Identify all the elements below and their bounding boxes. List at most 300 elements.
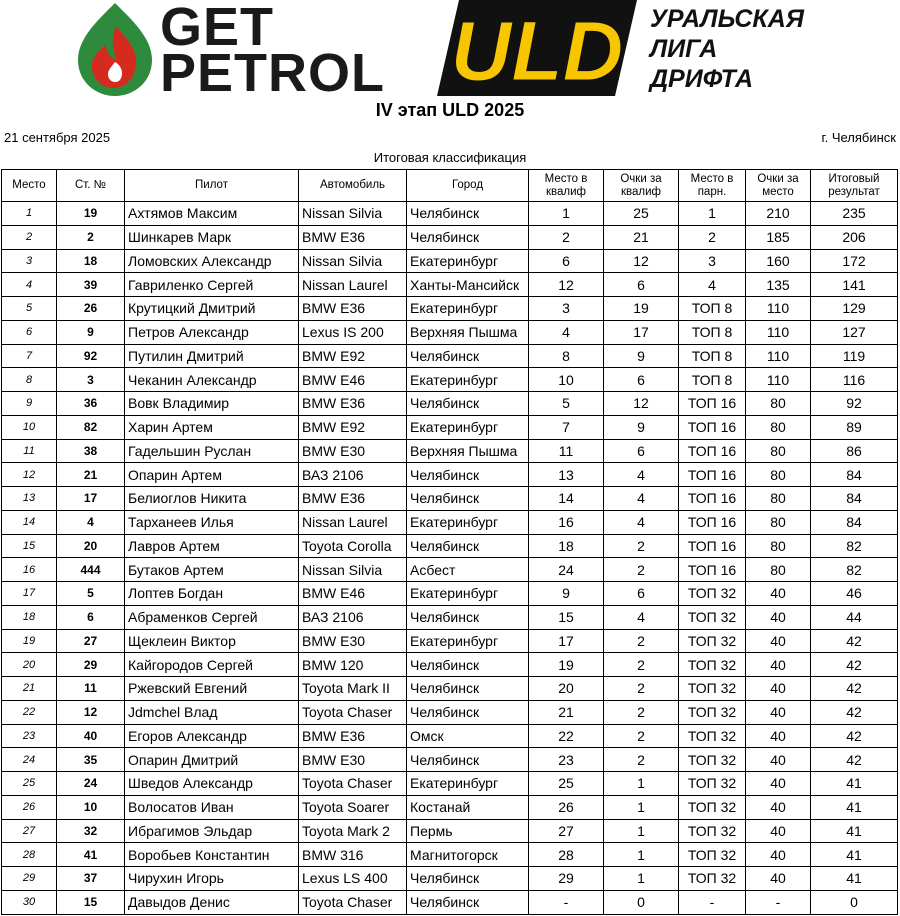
cell-place: 30 bbox=[2, 890, 57, 914]
cell-qual-points: 12 bbox=[604, 249, 679, 273]
cell-pair-place: - bbox=[679, 890, 746, 914]
cell-pair-place: ТОП 32 bbox=[679, 867, 746, 891]
cell-place-points: 80 bbox=[746, 463, 811, 487]
cell-start-number: 37 bbox=[57, 867, 125, 891]
cell-pilot: Гадельшин Руслан bbox=[125, 439, 299, 463]
cell-pilot: Опарин Дмитрий bbox=[125, 748, 299, 772]
cell-pair-place: ТОП 16 bbox=[679, 439, 746, 463]
cell-place: 9 bbox=[2, 392, 57, 416]
cell-start-number: 39 bbox=[57, 273, 125, 297]
col-header-start-number: Ст. № bbox=[57, 170, 125, 202]
cell-total: 42 bbox=[811, 700, 898, 724]
cell-city: Екатеринбург bbox=[407, 297, 529, 321]
cell-place: 28 bbox=[2, 843, 57, 867]
cell-city: Челябинск bbox=[407, 867, 529, 891]
cell-pilot: Волосатов Иван bbox=[125, 795, 299, 819]
cell-qual-points: 1 bbox=[604, 843, 679, 867]
cell-car: Nissan Silvia bbox=[299, 558, 407, 582]
cell-start-number: 26 bbox=[57, 297, 125, 321]
cell-pilot: Петров Александр bbox=[125, 320, 299, 344]
classification-subtitle: Итоговая классификация bbox=[373, 150, 527, 165]
table-row bbox=[2, 629, 898, 653]
cell-car: Nissan Laurel bbox=[299, 273, 407, 297]
cell-car: BMW E92 bbox=[299, 344, 407, 368]
table-row bbox=[2, 558, 898, 582]
cell-place-points: 110 bbox=[746, 320, 811, 344]
cell-pair-place: ТОП 32 bbox=[679, 795, 746, 819]
cell-pilot: Шведов Александр bbox=[125, 772, 299, 796]
cell-total: 82 bbox=[811, 534, 898, 558]
table-row bbox=[2, 297, 898, 321]
cell-city: Челябинск bbox=[407, 463, 529, 487]
cell-pilot: Лавров Артем bbox=[125, 534, 299, 558]
col-header-qual-points: Очки за квалиф bbox=[604, 170, 679, 202]
cell-place-points: 40 bbox=[746, 605, 811, 629]
cell-qual-points: 17 bbox=[604, 320, 679, 344]
cell-qual-points: 12 bbox=[604, 392, 679, 416]
cell-pair-place: ТОП 32 bbox=[679, 629, 746, 653]
cell-start-number: 38 bbox=[57, 439, 125, 463]
results-table bbox=[1, 169, 898, 915]
cell-qual-place: 20 bbox=[529, 677, 604, 701]
cell-start-number: 3 bbox=[57, 368, 125, 392]
cell-qual-place: 27 bbox=[529, 819, 604, 843]
cell-qual-points: 1 bbox=[604, 772, 679, 796]
cell-qual-place: 13 bbox=[529, 463, 604, 487]
cell-qual-place: 17 bbox=[529, 629, 604, 653]
cell-start-number: 6 bbox=[57, 605, 125, 629]
cell-start-number: 36 bbox=[57, 392, 125, 416]
cell-qual-points: 0 bbox=[604, 890, 679, 914]
cell-qual-points: 2 bbox=[604, 629, 679, 653]
uld-line-3: ДРИФТА bbox=[650, 65, 754, 93]
cell-car: Toyota Mark II bbox=[299, 677, 407, 701]
cell-city: Екатеринбург bbox=[407, 582, 529, 606]
cell-total: 89 bbox=[811, 415, 898, 439]
cell-pilot: Ибрагимов Эльдар bbox=[125, 819, 299, 843]
cell-place: 4 bbox=[2, 273, 57, 297]
cell-start-number: 18 bbox=[57, 249, 125, 273]
event-city: г. Челябинск bbox=[821, 130, 896, 145]
cell-place-points: 210 bbox=[746, 202, 811, 226]
cell-total: 42 bbox=[811, 629, 898, 653]
cell-car: Toyota Soarer bbox=[299, 795, 407, 819]
cell-start-number: 24 bbox=[57, 772, 125, 796]
cell-city: Ханты-Мансийск bbox=[407, 273, 529, 297]
logo-word-get: GET bbox=[160, 0, 275, 57]
cell-place-points: 40 bbox=[746, 724, 811, 748]
cell-pilot: Гавриленко Сергей bbox=[125, 273, 299, 297]
cell-total: 172 bbox=[811, 249, 898, 273]
cell-city: Челябинск bbox=[407, 202, 529, 226]
col-header-car: Автомобиль bbox=[299, 170, 407, 202]
cell-place: 19 bbox=[2, 629, 57, 653]
cell-start-number: 27 bbox=[57, 629, 125, 653]
cell-place-points: 80 bbox=[746, 415, 811, 439]
cell-city: Екатеринбург bbox=[407, 368, 529, 392]
cell-place-points: 110 bbox=[746, 368, 811, 392]
cell-start-number: 20 bbox=[57, 534, 125, 558]
cell-car: Toyota Chaser bbox=[299, 890, 407, 914]
get-petrol-logo bbox=[70, 0, 386, 103]
cell-pair-place: ТОП 16 bbox=[679, 510, 746, 534]
cell-total: 41 bbox=[811, 819, 898, 843]
cell-place-points: 40 bbox=[746, 819, 811, 843]
cell-qual-place: 8 bbox=[529, 344, 604, 368]
cell-qual-points: 1 bbox=[604, 795, 679, 819]
cell-qual-points: 2 bbox=[604, 558, 679, 582]
cell-pair-place: ТОП 32 bbox=[679, 700, 746, 724]
logo-word-petrol: PETROL bbox=[160, 43, 386, 103]
cell-qual-points: 2 bbox=[604, 534, 679, 558]
cell-car: BMW E30 bbox=[299, 748, 407, 772]
cell-start-number: 10 bbox=[57, 795, 125, 819]
cell-car: BMW E36 bbox=[299, 487, 407, 511]
cell-car: ВАЗ 2106 bbox=[299, 605, 407, 629]
cell-city: Челябинск bbox=[407, 225, 529, 249]
cell-pilot: Давыдов Денис bbox=[125, 890, 299, 914]
cell-pair-place: ТОП 8 bbox=[679, 344, 746, 368]
cell-pair-place: ТОП 16 bbox=[679, 463, 746, 487]
table-row bbox=[2, 415, 898, 439]
cell-pilot: Абраменков Сергей bbox=[125, 605, 299, 629]
cell-place-points: 40 bbox=[746, 629, 811, 653]
cell-place: 26 bbox=[2, 795, 57, 819]
cell-total: 116 bbox=[811, 368, 898, 392]
cell-pair-place: ТОП 8 bbox=[679, 320, 746, 344]
cell-car: BMW E92 bbox=[299, 415, 407, 439]
cell-place-points: 160 bbox=[746, 249, 811, 273]
col-header-place-points: Очки за место bbox=[746, 170, 811, 202]
cell-qual-points: 9 bbox=[604, 415, 679, 439]
cell-total: 141 bbox=[811, 273, 898, 297]
cell-place: 18 bbox=[2, 605, 57, 629]
cell-city: Челябинск bbox=[407, 534, 529, 558]
cell-qual-place: 24 bbox=[529, 558, 604, 582]
cell-qual-place: 1 bbox=[529, 202, 604, 226]
cell-place: 13 bbox=[2, 487, 57, 511]
cell-car: BMW 316 bbox=[299, 843, 407, 867]
table-row bbox=[2, 202, 898, 226]
cell-place-points: 40 bbox=[746, 677, 811, 701]
cell-place: 22 bbox=[2, 700, 57, 724]
cell-city: Костанай bbox=[407, 795, 529, 819]
cell-place-points: 40 bbox=[746, 772, 811, 796]
cell-total: 129 bbox=[811, 297, 898, 321]
cell-total: 41 bbox=[811, 867, 898, 891]
cell-place-points: 110 bbox=[746, 297, 811, 321]
table-row bbox=[2, 772, 898, 796]
cell-car: Nissan Laurel bbox=[299, 510, 407, 534]
cell-car: Nissan Silvia bbox=[299, 202, 407, 226]
cell-place: 7 bbox=[2, 344, 57, 368]
cell-total: 84 bbox=[811, 510, 898, 534]
cell-total: 206 bbox=[811, 225, 898, 249]
cell-place: 21 bbox=[2, 677, 57, 701]
cell-car: ВАЗ 2106 bbox=[299, 463, 407, 487]
cell-total: 41 bbox=[811, 772, 898, 796]
cell-pair-place: ТОП 32 bbox=[679, 772, 746, 796]
cell-city: Челябинск bbox=[407, 677, 529, 701]
flame-drop-icon bbox=[70, 0, 160, 100]
cell-pair-place: ТОП 16 bbox=[679, 487, 746, 511]
table-row bbox=[2, 867, 898, 891]
cell-start-number: 12 bbox=[57, 700, 125, 724]
cell-place: 16 bbox=[2, 558, 57, 582]
cell-qual-place: 15 bbox=[529, 605, 604, 629]
cell-place: 20 bbox=[2, 653, 57, 677]
cell-qual-place: 22 bbox=[529, 724, 604, 748]
cell-total: 42 bbox=[811, 724, 898, 748]
cell-place: 15 bbox=[2, 534, 57, 558]
cell-car: Toyota Chaser bbox=[299, 772, 407, 796]
cell-qual-place: 21 bbox=[529, 700, 604, 724]
cell-pilot: Чеканин Александр bbox=[125, 368, 299, 392]
cell-total: 84 bbox=[811, 487, 898, 511]
cell-place: 27 bbox=[2, 819, 57, 843]
cell-place-points: - bbox=[746, 890, 811, 914]
cell-place-points: 40 bbox=[746, 700, 811, 724]
col-header-total: Итоговый результат bbox=[811, 170, 898, 202]
cell-start-number: 5 bbox=[57, 582, 125, 606]
table-row bbox=[2, 534, 898, 558]
cell-pilot: Щеклеин Виктор bbox=[125, 629, 299, 653]
col-header-city: Город bbox=[407, 170, 529, 202]
cell-qual-points: 4 bbox=[604, 463, 679, 487]
cell-car: BMW E30 bbox=[299, 439, 407, 463]
table-row bbox=[2, 677, 898, 701]
cell-car: Lexus LS 400 bbox=[299, 867, 407, 891]
table-row bbox=[2, 320, 898, 344]
cell-pilot: Егоров Александр bbox=[125, 724, 299, 748]
cell-start-number: 21 bbox=[57, 463, 125, 487]
table-row bbox=[2, 463, 898, 487]
table-row bbox=[2, 249, 898, 273]
cell-qual-points: 6 bbox=[604, 582, 679, 606]
cell-pair-place: 4 bbox=[679, 273, 746, 297]
cell-car: BMW E46 bbox=[299, 368, 407, 392]
cell-pair-place: ТОП 8 bbox=[679, 368, 746, 392]
cell-qual-place: - bbox=[529, 890, 604, 914]
cell-start-number: 9 bbox=[57, 320, 125, 344]
cell-place: 14 bbox=[2, 510, 57, 534]
cell-qual-place: 23 bbox=[529, 748, 604, 772]
table-row bbox=[2, 724, 898, 748]
table-row bbox=[2, 605, 898, 629]
table-row bbox=[2, 700, 898, 724]
cell-city: Асбест bbox=[407, 558, 529, 582]
col-header-pilot: Пилот bbox=[125, 170, 299, 202]
table-row bbox=[2, 890, 898, 914]
cell-place: 24 bbox=[2, 748, 57, 772]
cell-qual-points: 2 bbox=[604, 677, 679, 701]
cell-total: 127 bbox=[811, 320, 898, 344]
cell-city: Екатеринбург bbox=[407, 510, 529, 534]
cell-total: 44 bbox=[811, 605, 898, 629]
uld-letters: ULD bbox=[450, 4, 624, 96]
cell-city: Челябинск bbox=[407, 748, 529, 772]
cell-car: Toyota Corolla bbox=[299, 534, 407, 558]
cell-pair-place: ТОП 32 bbox=[679, 653, 746, 677]
cell-qual-place: 14 bbox=[529, 487, 604, 511]
cell-place: 3 bbox=[2, 249, 57, 273]
cell-car: BMW E36 bbox=[299, 724, 407, 748]
cell-city: Екатеринбург bbox=[407, 249, 529, 273]
table-row bbox=[2, 392, 898, 416]
uld-logo-text bbox=[650, 4, 804, 94]
cell-qual-place: 28 bbox=[529, 843, 604, 867]
cell-place-points: 80 bbox=[746, 439, 811, 463]
cell-qual-points: 2 bbox=[604, 724, 679, 748]
cell-pair-place: ТОП 32 bbox=[679, 605, 746, 629]
cell-place: 6 bbox=[2, 320, 57, 344]
cell-total: 42 bbox=[811, 677, 898, 701]
cell-place-points: 185 bbox=[746, 225, 811, 249]
cell-city: Челябинск bbox=[407, 605, 529, 629]
cell-total: 235 bbox=[811, 202, 898, 226]
cell-pilot: Опарин Артем bbox=[125, 463, 299, 487]
cell-qual-place: 25 bbox=[529, 772, 604, 796]
cell-total: 41 bbox=[811, 843, 898, 867]
cell-pair-place: ТОП 32 bbox=[679, 582, 746, 606]
cell-start-number: 19 bbox=[57, 202, 125, 226]
cell-place: 11 bbox=[2, 439, 57, 463]
col-header-pair-place: Место в парн. bbox=[679, 170, 746, 202]
cell-start-number: 41 bbox=[57, 843, 125, 867]
cell-city: Челябинск bbox=[407, 700, 529, 724]
cell-place-points: 80 bbox=[746, 534, 811, 558]
cell-place-points: 40 bbox=[746, 653, 811, 677]
cell-pair-place: ТОП 32 bbox=[679, 819, 746, 843]
cell-pair-place: 1 bbox=[679, 202, 746, 226]
table-row bbox=[2, 510, 898, 534]
cell-pilot: Ржевский Евгений bbox=[125, 677, 299, 701]
cell-qual-place: 6 bbox=[529, 249, 604, 273]
cell-pair-place: ТОП 32 bbox=[679, 843, 746, 867]
cell-qual-points: 19 bbox=[604, 297, 679, 321]
table-row bbox=[2, 795, 898, 819]
cell-city: Омск bbox=[407, 724, 529, 748]
cell-car: Toyota Chaser bbox=[299, 700, 407, 724]
table-row bbox=[2, 653, 898, 677]
uld-line-2: ЛИГА bbox=[650, 35, 718, 63]
cell-city: Челябинск bbox=[407, 344, 529, 368]
cell-qual-place: 5 bbox=[529, 392, 604, 416]
col-header-qual-place: Место в квалиф bbox=[529, 170, 604, 202]
cell-pair-place: 3 bbox=[679, 249, 746, 273]
cell-car: BMW E30 bbox=[299, 629, 407, 653]
cell-pair-place: ТОП 8 bbox=[679, 297, 746, 321]
cell-qual-place: 3 bbox=[529, 297, 604, 321]
cell-car: BMW E36 bbox=[299, 392, 407, 416]
cell-place: 12 bbox=[2, 463, 57, 487]
cell-place: 17 bbox=[2, 582, 57, 606]
cell-total: 42 bbox=[811, 748, 898, 772]
cell-qual-points: 4 bbox=[604, 487, 679, 511]
cell-pilot: Ахтямов Максим bbox=[125, 202, 299, 226]
cell-qual-place: 2 bbox=[529, 225, 604, 249]
cell-start-number: 11 bbox=[57, 677, 125, 701]
cell-pair-place: ТОП 32 bbox=[679, 724, 746, 748]
cell-place: 2 bbox=[2, 225, 57, 249]
cell-pilot: Бутаков Артем bbox=[125, 558, 299, 582]
cell-qual-points: 21 bbox=[604, 225, 679, 249]
cell-pilot: Путилин Дмитрий bbox=[125, 344, 299, 368]
cell-qual-points: 2 bbox=[604, 748, 679, 772]
cell-car: Nissan Silvia bbox=[299, 249, 407, 273]
cell-qual-points: 9 bbox=[604, 344, 679, 368]
cell-start-number: 92 bbox=[57, 344, 125, 368]
cell-qual-points: 25 bbox=[604, 202, 679, 226]
cell-place-points: 40 bbox=[746, 795, 811, 819]
cell-place: 25 bbox=[2, 772, 57, 796]
cell-qual-place: 4 bbox=[529, 320, 604, 344]
cell-pilot: Воробьев Константин bbox=[125, 843, 299, 867]
cell-start-number: 40 bbox=[57, 724, 125, 748]
cell-qual-place: 9 bbox=[529, 582, 604, 606]
table-row bbox=[2, 368, 898, 392]
cell-pilot: Харин Артем bbox=[125, 415, 299, 439]
cell-pilot: Чирухин Игорь bbox=[125, 867, 299, 891]
cell-car: BMW E36 bbox=[299, 297, 407, 321]
table-row bbox=[2, 439, 898, 463]
cell-total: 41 bbox=[811, 795, 898, 819]
cell-qual-place: 19 bbox=[529, 653, 604, 677]
cell-place-points: 80 bbox=[746, 392, 811, 416]
cell-pilot: Крутицкий Дмитрий bbox=[125, 297, 299, 321]
cell-city: Магнитогорск bbox=[407, 843, 529, 867]
cell-place-points: 110 bbox=[746, 344, 811, 368]
cell-city: Челябинск bbox=[407, 487, 529, 511]
cell-total: 86 bbox=[811, 439, 898, 463]
cell-start-number: 4 bbox=[57, 510, 125, 534]
cell-city: Верхняя Пышма bbox=[407, 439, 529, 463]
cell-city: Челябинск bbox=[407, 653, 529, 677]
cell-place-points: 80 bbox=[746, 558, 811, 582]
cell-city: Екатеринбург bbox=[407, 415, 529, 439]
uld-line-1: УРАЛЬСКАЯ bbox=[650, 5, 805, 33]
cell-start-number: 15 bbox=[57, 890, 125, 914]
cell-pilot: Ломовских Александр bbox=[125, 249, 299, 273]
table-row bbox=[2, 819, 898, 843]
cell-place: 29 bbox=[2, 867, 57, 891]
cell-city: Челябинск bbox=[407, 890, 529, 914]
cell-total: 82 bbox=[811, 558, 898, 582]
cell-place-points: 135 bbox=[746, 273, 811, 297]
cell-pilot: Jdmchel Влад bbox=[125, 700, 299, 724]
cell-pair-place: ТОП 32 bbox=[679, 748, 746, 772]
cell-car: Lexus IS 200 bbox=[299, 320, 407, 344]
cell-qual-place: 11 bbox=[529, 439, 604, 463]
cell-start-number: 17 bbox=[57, 487, 125, 511]
cell-qual-place: 29 bbox=[529, 867, 604, 891]
cell-start-number: 444 bbox=[57, 558, 125, 582]
cell-place-points: 40 bbox=[746, 867, 811, 891]
table-row bbox=[2, 582, 898, 606]
table-row bbox=[2, 273, 898, 297]
cell-car: BMW E36 bbox=[299, 225, 407, 249]
cell-car: Toyota Mark 2 bbox=[299, 819, 407, 843]
event-date: 21 сентября 2025 bbox=[4, 130, 111, 145]
cell-city: Екатеринбург bbox=[407, 772, 529, 796]
uld-logo bbox=[437, 0, 637, 96]
cell-qual-place: 26 bbox=[529, 795, 604, 819]
cell-total: 0 bbox=[811, 890, 898, 914]
cell-total: 46 bbox=[811, 582, 898, 606]
table-header-row bbox=[2, 170, 898, 202]
cell-pilot: Лоптев Богдан bbox=[125, 582, 299, 606]
cell-place-points: 40 bbox=[746, 843, 811, 867]
